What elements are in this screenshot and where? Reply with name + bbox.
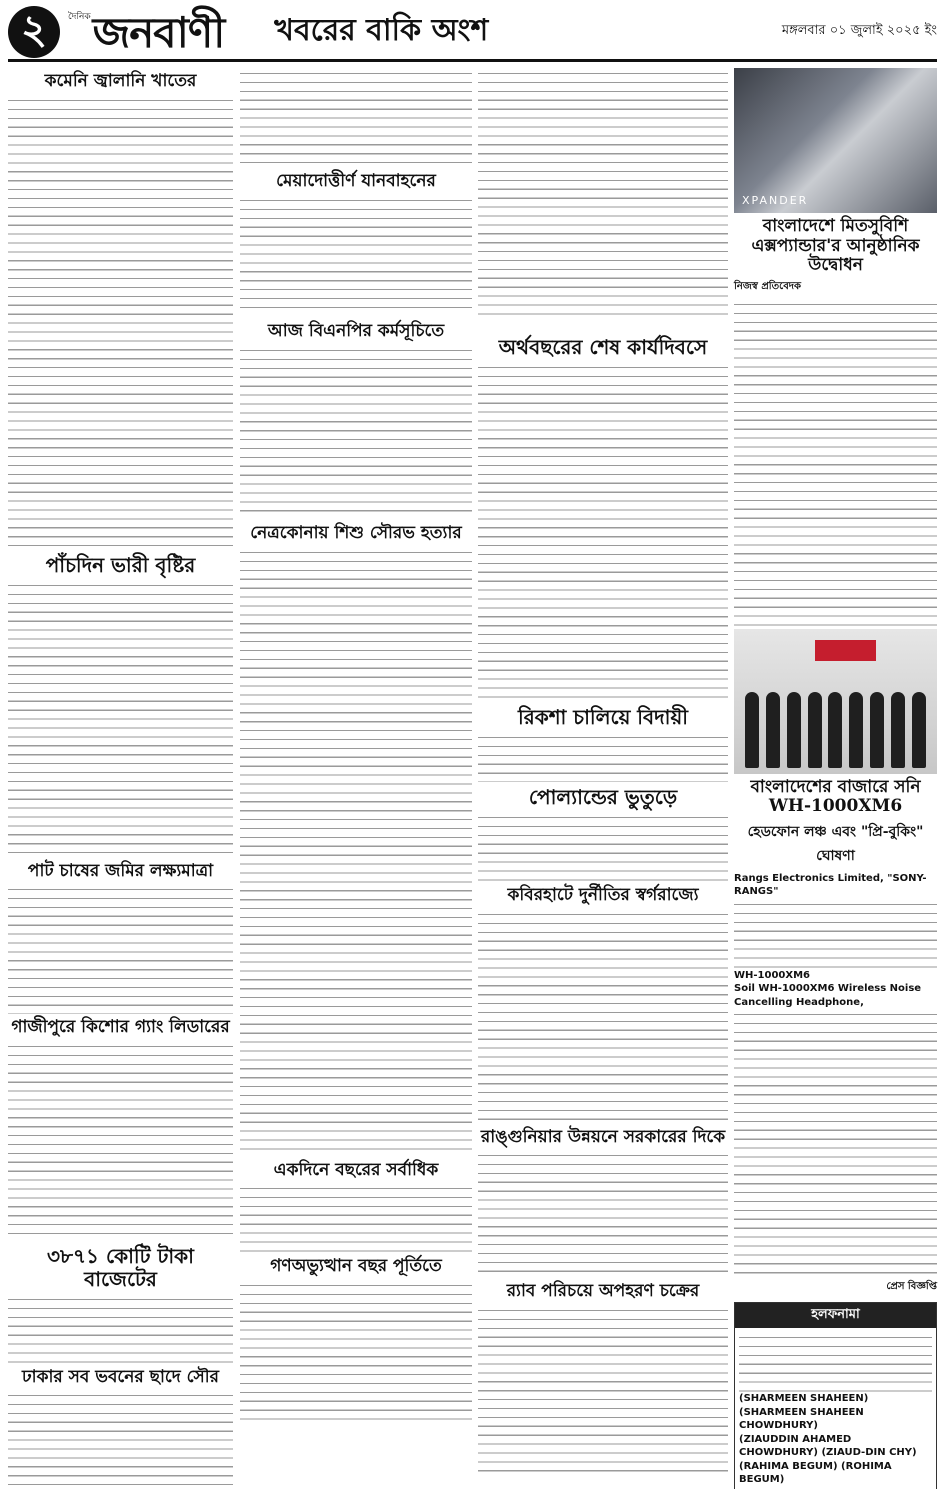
- article-body: [478, 362, 728, 702]
- notice-body: [739, 1332, 932, 1392]
- notice-name: (RAHIMA BEGUM) (ROHIMA BEGUM): [739, 1460, 892, 1486]
- article-body: [240, 345, 472, 515]
- notice-name: (ZIAUDDIN AHAMED CHOWDHURY) (ZIAUD-DIN CHY): [739, 1433, 917, 1459]
- logo-tagline: দৈনিক: [68, 12, 91, 22]
- section-title: খবরের বাকি অংশ: [274, 13, 489, 48]
- column-3: [478, 68, 728, 318]
- press-credit: প্রেস বিজ্ঞপ্তি: [886, 1281, 937, 1293]
- article-body: [240, 1280, 472, 1425]
- article-body: [8, 1041, 233, 1241]
- article-body: [8, 1294, 233, 1364]
- article-body: [240, 195, 472, 313]
- headline: কমেনি জ্বালানি খাতের: [44, 71, 197, 91]
- article-body: [8, 1390, 233, 1489]
- headline: কবিরহাটে দুর্নীতির স্বর্গরাজ্যে: [507, 885, 699, 905]
- article-body: [734, 299, 937, 629]
- notice-name: (SHARMEEN SHAHEEN) (SHARMEEN SHAHEEN CHOWDHURY): [739, 1393, 869, 1432]
- newspaper-logo: [68, 8, 225, 57]
- headline: পোল্যান্ডের ভুতুড়ে: [528, 785, 678, 809]
- column-1: [8, 68, 233, 1489]
- article-body: [478, 732, 728, 782]
- column-2: [240, 68, 472, 313]
- byline: নিজস্ব প্রতিবেদক: [734, 280, 802, 292]
- headline: মেয়াদোত্তীর্ণ যানবাহনের: [276, 171, 436, 191]
- article-body: [734, 899, 937, 969]
- subheadline: হেডফোন লঞ্চ এবং "প্রি-বুকিং" ঘোষণা: [747, 823, 924, 864]
- headline: গণঅভ্যুত্থান বছর পূর্তিতে: [270, 1256, 442, 1277]
- event-banner: [815, 640, 876, 660]
- headline: নেত্রকোনায় শিশু সৌরভ হত্যার: [250, 523, 462, 543]
- headline: বাংলাদেশে মিতসুবিশি এক্সপ্যান্ডার'র আনুষ্ঠানিক উদ্বোধন: [751, 216, 920, 276]
- article-body: [8, 580, 233, 858]
- article-body: [478, 1305, 728, 1475]
- headline: গাজীপুরে কিশোর গ্যাং লিডারের: [11, 1017, 230, 1038]
- headphone-launch-photo: [734, 629, 937, 774]
- logo-text: জনবাণী: [92, 8, 225, 57]
- article-block: [478, 332, 728, 1475]
- article-body: [734, 1009, 937, 1279]
- product-model: WH-1000XM6: [734, 969, 811, 981]
- article-body: [478, 909, 728, 1124]
- notice-title: হলফনামা: [735, 1303, 936, 1328]
- car-launch-photo: [734, 68, 937, 213]
- article-body: [8, 95, 233, 550]
- masthead: [8, 4, 937, 62]
- column-4: [734, 68, 937, 1489]
- group-photo: [742, 659, 929, 768]
- product-feature: Soil WH-1000XM6 Wireless Noise Cancelling Headphone,: [734, 983, 922, 1008]
- article-body: [240, 1183, 472, 1253]
- affidavit-notice: [734, 1302, 937, 1489]
- article-body: [240, 547, 472, 1157]
- headline: রাঙ্গুনিয়ার উন্নয়নে সরকারের দিকে: [480, 1126, 726, 1147]
- headline: ৩৮৭১ কোটি টাকা বাজেটের: [47, 1243, 194, 1291]
- article-block: [240, 520, 472, 1425]
- article-block: [240, 318, 472, 515]
- byline: Rangs Electronics Limited, "SONY-RANGS": [734, 872, 927, 898]
- article-body: [478, 1150, 728, 1278]
- headline: আজ বিএনপির কর্মসূচিতে: [267, 321, 445, 341]
- page-number: ২: [8, 6, 60, 58]
- article-body: [478, 812, 728, 882]
- headline: পাট চাষের জমির লক্ষ্যমাত্রা: [27, 860, 214, 881]
- issue-date: মঙ্গলবার ০১ জুলাই ২০২৫ ইং: [781, 23, 937, 38]
- headline: একদিনে বছরের সর্বাধিক: [273, 1159, 439, 1180]
- article-body: [478, 68, 728, 318]
- headline: রিকশা চালিয়ে বিদায়ী: [518, 705, 688, 729]
- headline: অর্থবছরের শেষ কার্যদিবসে: [498, 335, 708, 359]
- headline: ঢাকার সব ভবনের ছাদে সৌর: [22, 1366, 219, 1387]
- article-body: [240, 68, 472, 168]
- article-body: [8, 884, 233, 1014]
- headline: পাঁচদিন ভারী বৃষ্টির: [45, 552, 196, 577]
- headline: বাংলাদেশের বাজারে সনি WH-1000XM6: [750, 776, 921, 817]
- photo-label: XPANDER: [742, 194, 809, 207]
- headline: র‍্যাব পরিচয়ে অপহরণ চক্রের: [506, 1281, 700, 1302]
